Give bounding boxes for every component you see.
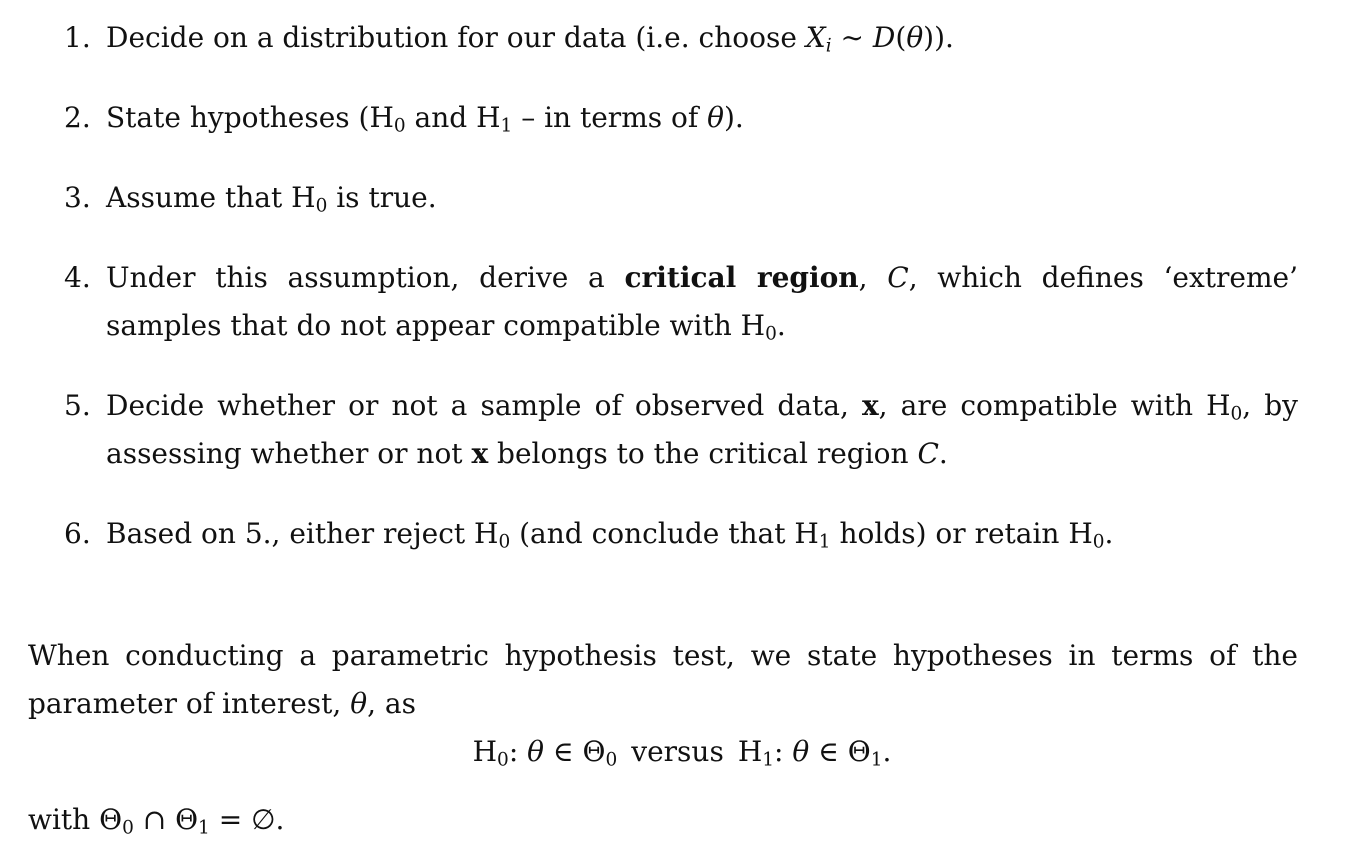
- critical-region-term: critical region: [624, 261, 859, 294]
- step-5: 5. Decide whether or not a sample of observed data, x, are compatible with $H_0$, by assessing whether or not x belongs to the critical region C.: [64, 389, 1299, 470]
- hypothesis-test-steps: [64, 14, 1298, 590]
- parametric-test-paragraph: When conducting a parametric hypothesis test, we state hypotheses in terms of the parameter of interest, θ, as: [28, 639, 1298, 720]
- hypotheses-display-equation: $H_0$: θ ∈ $\Theta_0$ versus $H_1$: θ ∈ $\Theta_1$.: [472, 735, 892, 771]
- step-2: 2. State hypotheses ($H_0$ and $H_1$ – in terms of θ).: [64, 101, 744, 137]
- step-3: 3. Assume that $H_0$ is true.: [64, 181, 437, 217]
- step-4: 4. Under this assumption, derive a critical region, C, which defines ‘extreme’ samples that do not appear compatible with $H_0$.: [64, 261, 1298, 345]
- disjoint-sets-statement: with $\Theta_0$ ∩ $\Theta_1$ = ∅.: [28, 803, 285, 839]
- step-6: 6. Based on 5., either reject $H_0$ (and conclude that $H_1$ holds) or retain $H_0$.: [64, 517, 1114, 553]
- step-1: 1. Decide on a distribution for our data (i.e. choose $X_i$ ∼ D(θ)).: [64, 21, 954, 57]
